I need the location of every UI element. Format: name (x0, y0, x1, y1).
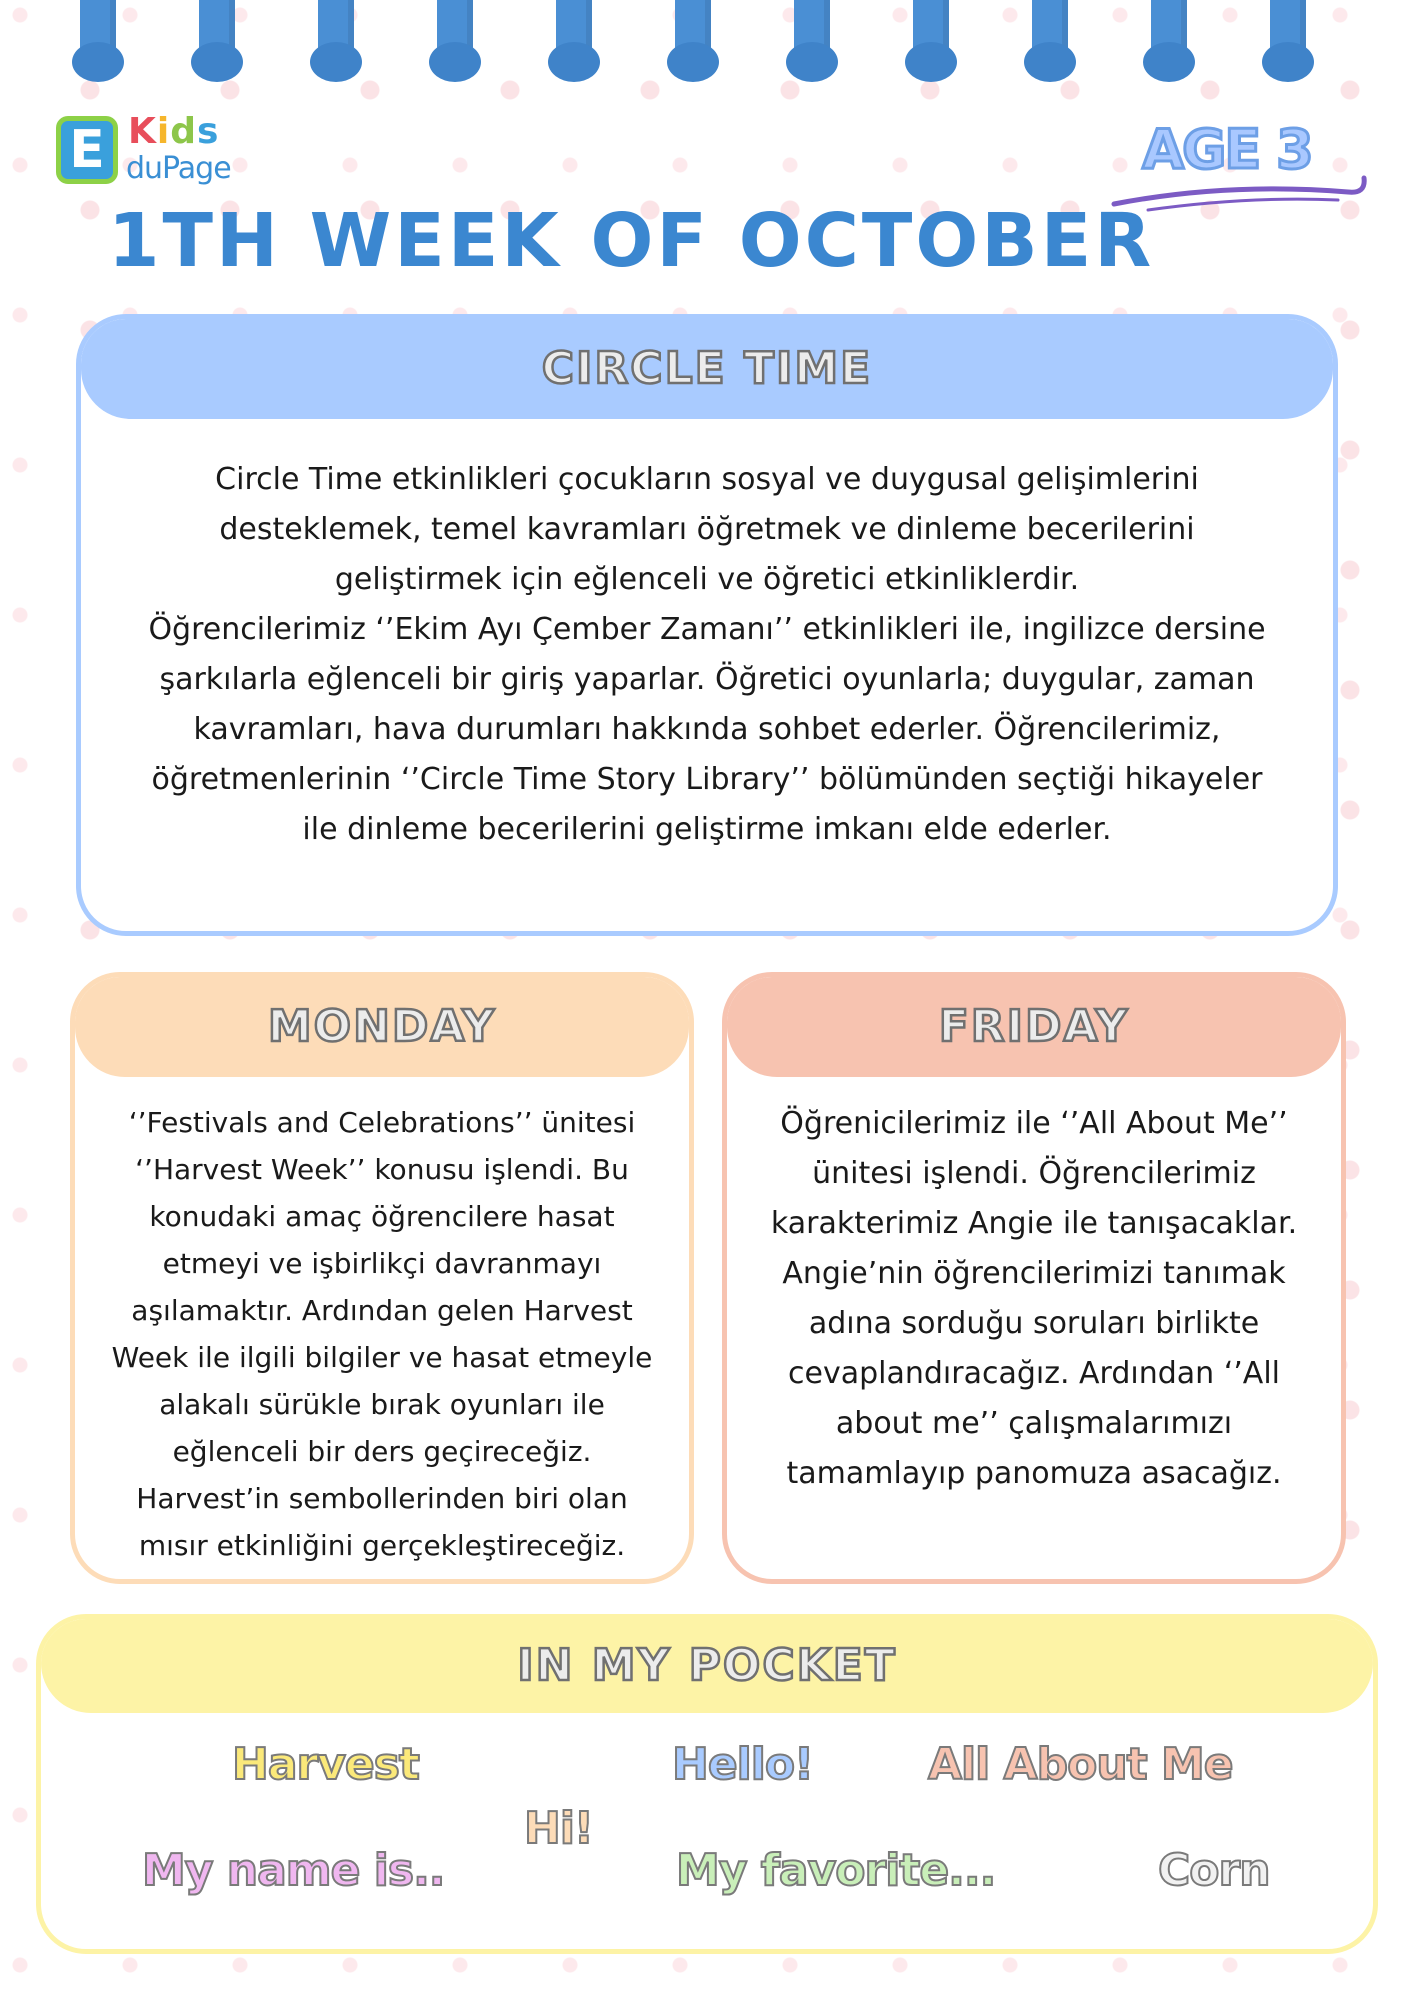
binder-ring (794, 0, 830, 76)
binder-ring (437, 0, 473, 76)
in-my-pocket-title: IN MY POCKET (517, 1640, 897, 1691)
monday-card (70, 972, 694, 1584)
logo-dupage-text: duPage (126, 151, 231, 186)
friday-text: Öğrenicilerimiz ile ‘’All About Me’’ ünitesi işlendi. Öğrencilerimiz karakterimiz Angie ile tanışacaklar. Angie’nin öğrencilerimizi tanımak adına sorduğu soruları birlikte cevaplandıracağız. Ardından ‘’All about me’’ çalışmalarımızı tamamlayıp panomuza asacağız. (770, 1106, 1298, 1491)
circle-time-card (76, 314, 1338, 936)
kids-edupage-logo (56, 112, 234, 190)
monday-body (75, 1077, 689, 1569)
monday-header (75, 977, 689, 1077)
logo-letter: E (56, 116, 118, 184)
binder-ring (556, 0, 592, 76)
binder-ring (1151, 0, 1187, 76)
logo-kids-text: Kids (128, 111, 220, 152)
circle-time-body (81, 419, 1333, 855)
age-badge: AGE 3 (1142, 118, 1312, 181)
monday-title: MONDAY (267, 1001, 497, 1052)
pocket-word-corn: Corn (1158, 1845, 1270, 1896)
in-my-pocket-header (41, 1619, 1373, 1713)
circle-time-title: CIRCLE TIME (541, 343, 873, 394)
circle-time-paragraph: Circle Time etkinlikleri çocukların sosyal ve duygusal gelişimlerini desteklemek, temel kavramları öğretmek ve dinleme becerilerini geliştirmek için eğlenceli ve öğretici etkinliklerdir. (215, 462, 1199, 597)
binder-ring (1032, 0, 1068, 76)
binder-ring (913, 0, 949, 76)
pocket-word-hi: Hi! (524, 1803, 593, 1854)
pocket-word-my-name-is: My name is.. (142, 1845, 445, 1896)
pocket-word-all-about-me: All About Me (928, 1739, 1233, 1790)
friday-body (727, 1077, 1341, 1499)
binder-ring (80, 0, 116, 76)
friday-title: FRIDAY (938, 1001, 1130, 1052)
binder-ring (675, 0, 711, 76)
binder-ring (1270, 0, 1306, 76)
friday-header (727, 977, 1341, 1077)
pocket-word-harvest: Harvest (232, 1739, 419, 1790)
friday-card (722, 972, 1346, 1584)
circle-time-paragraph: Öğrencilerimiz ‘’Ekim Ayı Çember Zamanı’’ etkinlikleri ile, ingilizce dersine şarkılarla eğlenceli bir giriş yaparlar. Öğretici oyunlarla; duygular, zaman kavramları, hava durumları hakkında sohbet ederler. Öğrencilerimiz, öğretmenlerinin ‘’Circle Time Story Library’’ bölümünden seçtiği hikayeler ile dinleme becerilerini geliştirme imkanı elde ederler. (148, 612, 1266, 847)
pocket-word-my-favorite: My favorite... (676, 1845, 996, 1896)
page-title: 1TH WEEK OF OCTOBER (108, 198, 1155, 284)
monday-text: ‘’Festivals and Celebrations’’ ünitesi ‘’Harvest Week’’ konusu işlendi. Bu konudaki amaç öğrencilere hasat etmeyi ve işbirlikçi davranmayı aşılamaktır. Ardından gelen Harvest Week ile ilgili bilgiler ve hasat etmeyle alakalı sürükle bırak oyunları ile eğlenceli bir ders geçireceğiz. Harvest’in sembollerinden biri olan mısır etkinliğini gerçekleştireceğiz. (111, 1106, 653, 1562)
binder-ring (318, 0, 354, 76)
circle-time-header (81, 319, 1333, 419)
pocket-word-hello: Hello! (672, 1739, 814, 1790)
binder-ring (199, 0, 235, 76)
